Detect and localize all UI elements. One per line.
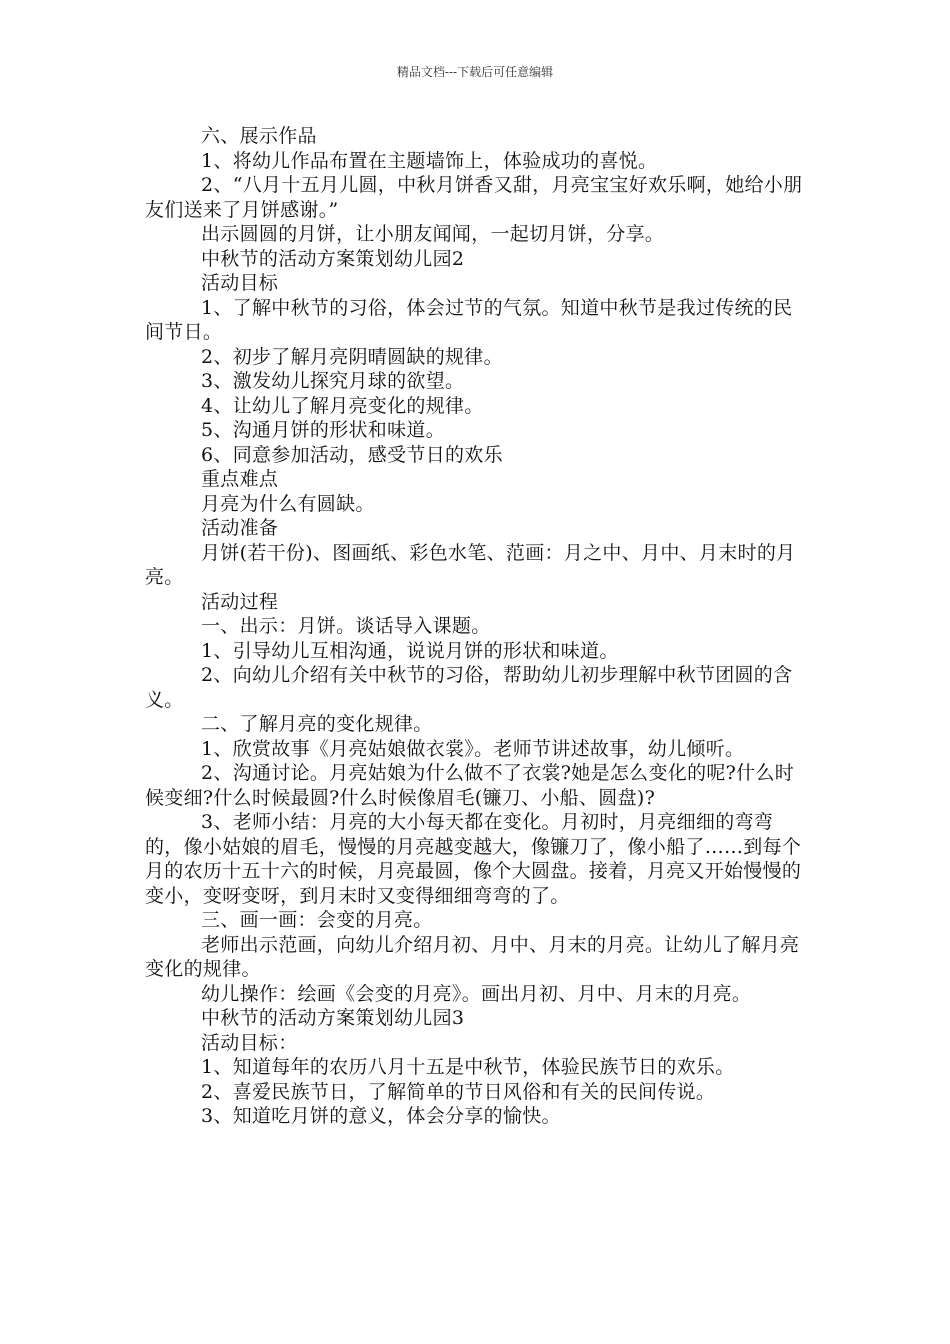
paragraph: 一、出示：月饼。谈话导入课题。 bbox=[201, 615, 491, 637]
page-header: 精品文档---下载后可任意编辑 bbox=[396, 65, 554, 79]
paragraph: 2、向幼儿介绍有关中秋节的习俗，帮助幼儿初步理解中秋节团圆的含义。 bbox=[145, 664, 793, 711]
paragraph: 幼儿操作：绘画《会变的月亮》。画出月初、月中、月末的月亮。 bbox=[201, 982, 752, 1005]
document-body bbox=[145, 124, 810, 1129]
paragraph: 老师出示范画，向幼儿介绍月初、月中、月末的月亮。让幼儿了解月亮变化的规律。 bbox=[145, 933, 800, 980]
section-title: 中秋节的活动方案策划幼儿园2 bbox=[201, 247, 465, 270]
paragraph: 2、“八月十五月儿圆，中秋月饼香又甜，月亮宝宝好欢乐啊，她给小朋友们送来了月饼感谢。” bbox=[145, 174, 803, 221]
section-title: 中秋节的活动方案策划幼儿园3 bbox=[201, 1007, 465, 1029]
paragraph: 3、激发幼儿探究月球的欲望。 bbox=[201, 370, 465, 392]
paragraph: 2、初步了解月亮阴晴圆缺的规律。 bbox=[201, 345, 503, 368]
paragraph: 1、欣赏故事《月亮姑娘做衣裳》。老师节讲述故事，幼儿倾听。 bbox=[201, 737, 745, 760]
paragraph: 4、让幼儿了解月亮变化的规律。 bbox=[201, 394, 484, 417]
section-heading: 活动目标： bbox=[201, 1031, 298, 1054]
paragraph: 月亮为什么有圆缺。 bbox=[201, 492, 375, 515]
paragraph: 出示圆圆的月饼，让小朋友闻闻，一起切月饼，分享。 bbox=[201, 223, 665, 245]
paragraph: 3、知道吃月饼的意义，体会分享的愉快。 bbox=[201, 1105, 561, 1127]
paragraph: 1、将幼儿作品布置在主题墙饰上，体验成功的喜悦。 bbox=[201, 149, 658, 172]
paragraph: 5、沟通月饼的形状和味道。 bbox=[201, 419, 445, 441]
section-heading: 活动目标 bbox=[201, 272, 279, 294]
section-heading: 活动准备 bbox=[201, 517, 279, 539]
paragraph: 三、画一画：会变的月亮。 bbox=[201, 909, 433, 931]
paragraph: 3、老师小结：月亮的大小每天都在变化。月初时，月亮细细的弯弯的，像小姑娘的眉毛，慢慢的月亮越变越大，像镰刀了，像小船了……到每个月的农历十五十六的时候，月亮最圆，像个大圆盘。接着，月亮又开始慢慢的变小，变呀变呀，到月末时又变得细细弯弯的了。 bbox=[145, 811, 802, 907]
section-heading: 重点难点 bbox=[201, 468, 279, 490]
paragraph: 月饼(若干份)、图画纸、彩色水笔、范画：月之中、月中、月末时的月亮。 bbox=[145, 541, 796, 588]
paragraph: 6、同意参加活动，感受节日的欢乐 bbox=[201, 443, 503, 466]
section-heading: 六、展示作品 bbox=[201, 125, 317, 147]
paragraph: 1、引导幼儿互相沟通，说说月饼的形状和味道。 bbox=[201, 639, 619, 662]
paragraph: 2、喜爱民族节日，了解简单的节日风俗和有关的民间传说。 bbox=[201, 1080, 716, 1103]
paragraph: 2、沟通讨论。月亮姑娘为什么做不了衣裳?她是怎么变化的呢?什么时候变细?什么时候最圆?什么时候像眉毛(镰刀、小船、圆盘)? bbox=[145, 762, 795, 809]
section-heading: 活动过程 bbox=[201, 590, 279, 613]
paragraph: 二、了解月亮的变化规律。 bbox=[201, 713, 433, 735]
paragraph: 1、了解中秋节的习俗，体会过节的气氛。知道中秋节是我过传统的民间节日。 bbox=[145, 296, 793, 343]
paragraph: 1、知道每年的农历八月十五是中秋节，体验民族节日的欢乐。 bbox=[201, 1056, 735, 1078]
